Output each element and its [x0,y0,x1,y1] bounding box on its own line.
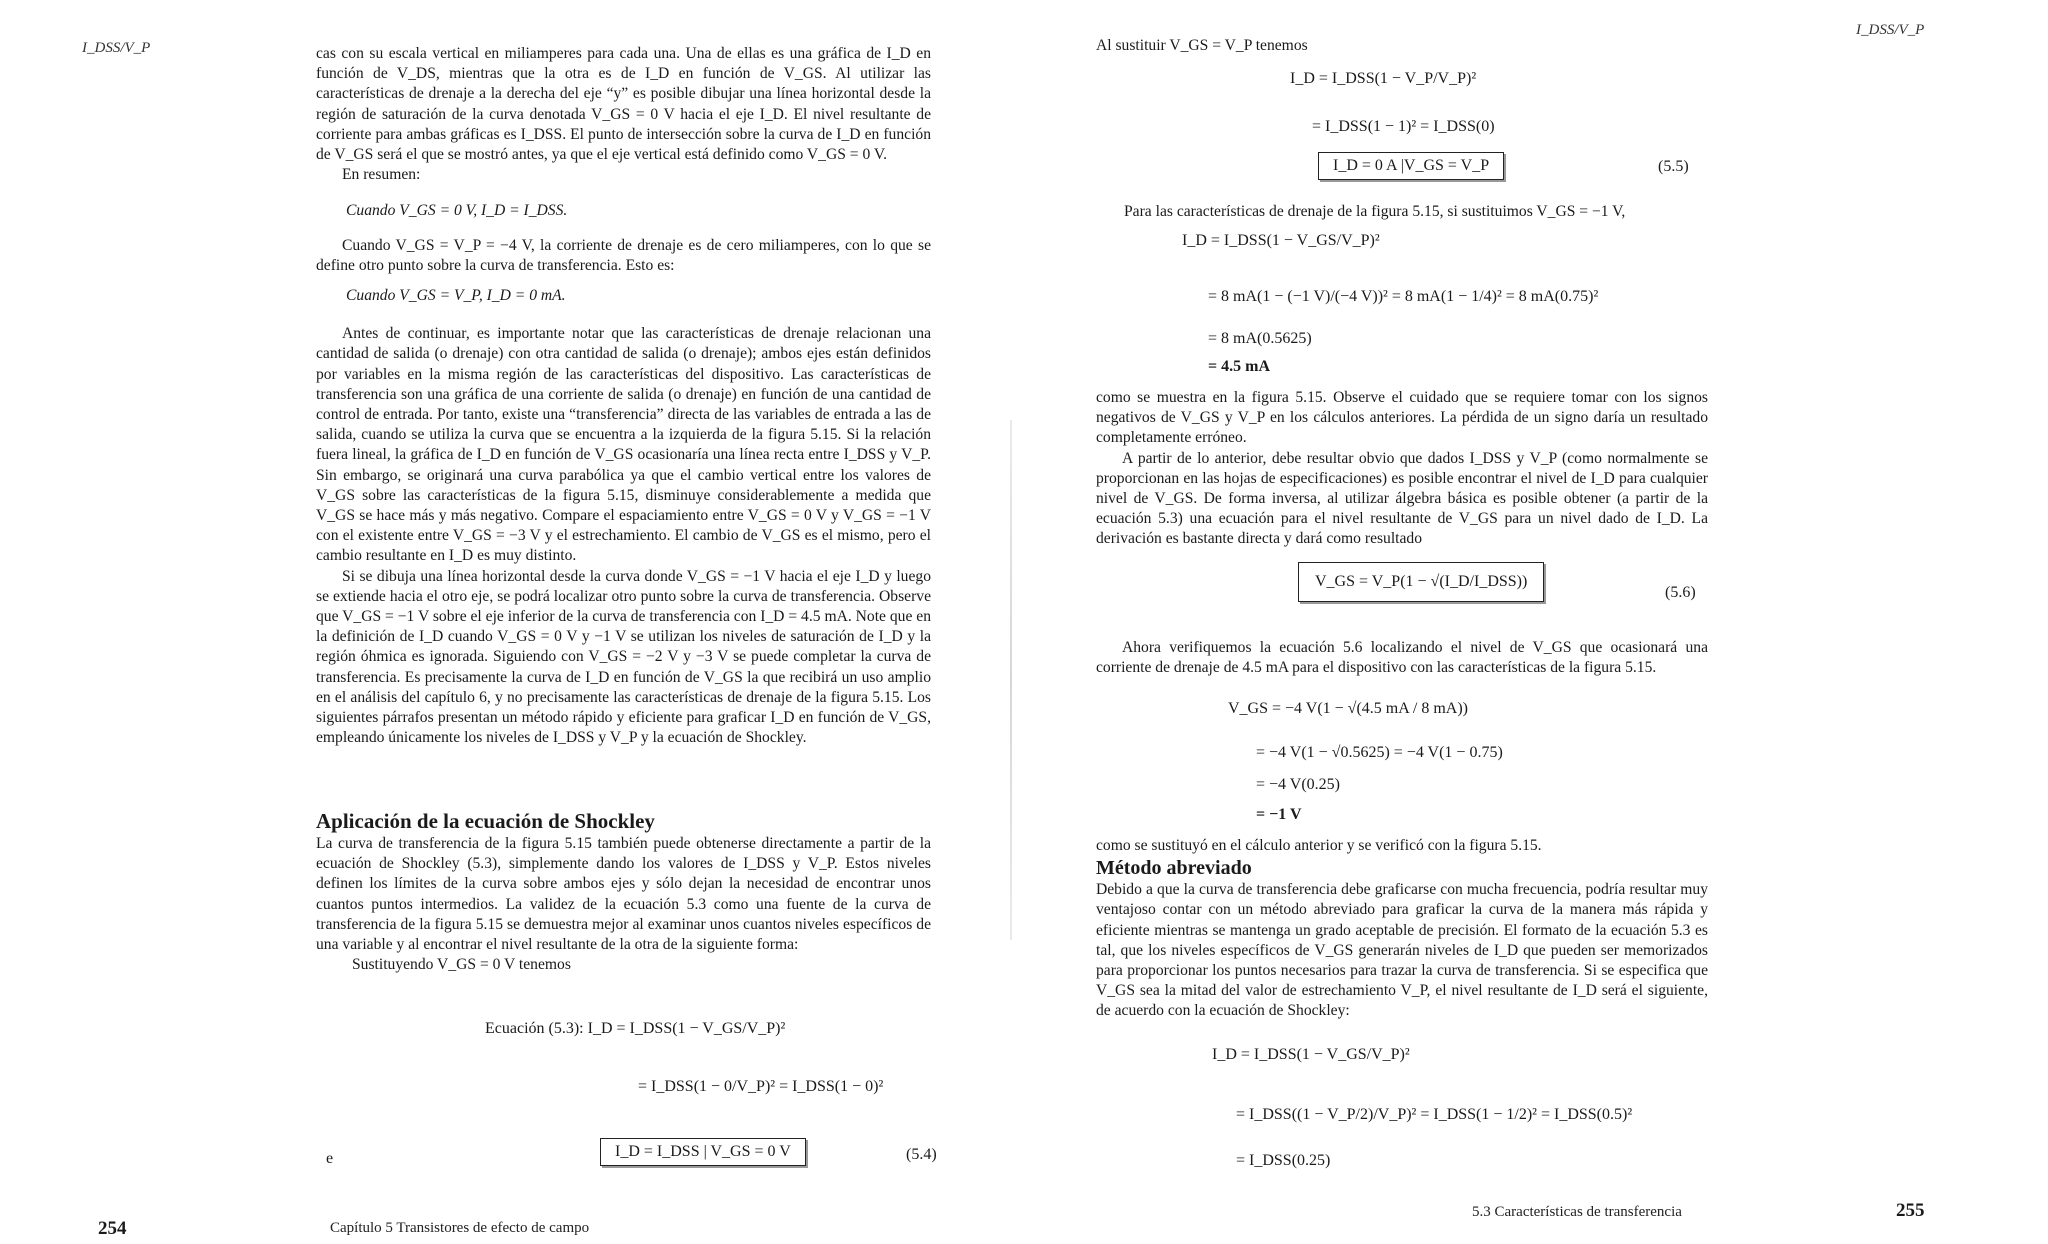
paragraph: Si se dibuja una línea horizontal desde la curva donde V_GS = −1 V hacia el eje I_D y luego se extiende hacia el otro eje, se podrá localizar otro punto sobre la curva de transferencia. Observe que V_GS = −1 V sobre el eje inferior de la curva de transferencia con I_D = 4.5 mA. Note que en la definición de I_D cuando V_GS = 0 V y −1 V se utilizan los niveles de saturación de I_D y la región óhmica es ignorada. Siguiendo con V_GS = −2 V y −3 V se puede completar la curva de transferencia. Es precisamente la curva de I_D en función de V_GS la que recibirá un uso amplio en el análisis del capítulo 6, y no precisamente las características de drenaje de la figura 5.15. Los siguientes párrafos presentan un método rápido y eficiente para graficar I_D en función de V_GS, empleando únicamente los niveles de I_DSS y V_P y la ecuación de Shockley. [316,567,931,747]
page-number-left: 254 [98,1218,127,1239]
equation-line: I_D = I_DSS(1 − V_GS/V_P)² [1212,1046,1410,1063]
boxed-equation-5-4 [600,1138,806,1166]
equation-line: = I_DSS((1 − V_P/2)/V_P)² = I_DSS(1 − 1/2)² = I_DSS(0.5)² [1236,1106,1633,1123]
equation-label: e [326,1150,334,1167]
paragraph: Ahora verifiquemos la ecuación 5.6 localizando el nivel de V_GS que ocasionará una corriente de drenaje de 4.5 mA para el dispositivo con las características de la figura 5.15. [1096,639,1708,677]
paragraph: como se sustituyó en el cálculo anterior y se verificó con la figura 5.15. [1096,837,1542,854]
section-title: Método abreviado [1096,857,1252,880]
equation-line: = I_DSS(0.25) [1236,1152,1331,1169]
paragraph: Cuando V_GS = V_P = −4 V, la corriente de drenaje es de cero miliamperes, con lo que se define otro punto sobre la curva de transferencia. Esto es: [316,236,931,274]
equation-line: = 8 mA(0.5625) [1208,330,1312,347]
paragraph: Antes de continuar, es importante notar que las características de drenaje relacionan una cantidad de salida (o drenaje) con otra cantidad de salida (o drenaje); ambos ejes están definidos por variables en la misma región de las características del dispositivo. Las características de transferencia son una gráfica de una corriente de salida (o drenaje) en función de una cantidad de control de entrada. Por tanto, existe una “transferencia” directa de las variables de entrada a las de salida, cuando se utiliza la curva que se encuentra a la izquierda de la figura 5.15. Si la relación fuera lineal, la gráfica de I_D en función de V_GS ocasionaría una línea recta entre I_DSS y V_P. Sin embargo, se originará una curva parabólica ya que el cambio vertical entre los valores de V_GS sobre las características de la figura 5.15, disminuye considerablemente a medida que V_GS se hace más y más negativo. Compare el espaciamiento entre V_GS = 0 V y V_GS = −1 V con el existente entre V_GS = −3 V y el estrechamiento. El cambio de V_GS es el mismo, pero el cambio resultante en I_D es muy distinto. [316,325,931,565]
left-text-column [316,44,931,749]
footer-right: 5.3 Características de transferencia [1472,1204,1682,1220]
running-head-left: I_DSS/V_P [82,40,151,56]
equation-number: (5.6) [1665,584,1696,601]
section-title: Aplicación de la ecuación de Shockley [316,809,655,833]
paragraph: Debido a que la curva de transferencia debe graficarse con mucha frecuencia, podría resultar muy ventajoso contar con un método abreviado para graficar la curva de la manera más rápida y eficiente mientras se mantenga un grado aceptable de precisión. El formato de la ecuación 5.3 es tal, que los niveles específicos de V_GS generarán niveles de I_D que pueden ser memorizados para proporcionar los puntos necesarios para trazar la curva de transferencia. Si se especifica que V_GS sea la mitad del valor de estrechamiento V_P, el nivel resultante de I_D será el siguiente, de acuerdo con la ecuación de Shockley: [1096,881,1708,1020]
equation-line: I_D = I_DSS(1 − V_GS/V_P)² [1182,232,1380,249]
boxed-equation-5-5 [1318,152,1504,180]
equation-line: = I_DSS(1 − 0/V_P)² = I_DSS(1 − 0)² [638,1078,884,1095]
summary-line: Cuando V_GS = V_P, I_D = 0 mA. [346,287,566,305]
paragraph: Para las características de drenaje de la figura 5.15, si sustituimos V_GS = −1 V, [1124,203,1626,220]
boxed-equation-text: I_D = I_DSS | V_GS = 0 V [600,1138,806,1166]
equation-number: (5.4) [906,1146,937,1163]
equation-line: Ecuación (5.3): I_D = I_DSS(1 − V_GS/V_P)² [485,1020,786,1037]
equation-result: = −1 V [1256,806,1302,823]
equation-number: (5.5) [1658,158,1689,175]
equation-line: = I_DSS(1 − 1)² = I_DSS(0) [1312,118,1495,135]
paragraph: como se muestra en la figura 5.15. Observe el cuidado que se requiere tomar con los signos negativos de V_GS y V_P en los cálculos anteriores. La pérdida de un signo daría un resultado completamente erróneo. [1096,389,1708,447]
equation-line: V_GS = −4 V(1 − √(4.5 mA / 8 mA)) [1228,700,1468,717]
equation-line: I_D = I_DSS(1 − V_P/V_P)² [1290,70,1477,87]
right-page [1012,0,2048,1244]
boxed-equation-5-6 [1298,562,1544,602]
running-head-right: I_DSS/V_P [1856,22,1925,38]
paragraph: cas con su escala vertical en miliamperes para cada una. Una de ellas es una gráfica de I_D en función de V_DS, mientras que la otra es de I_D en función de V_GS. Al utilizar las características de drenaje a la derecha del eje “y” es posible dibujar una línea horizontal desde la región de saturación de la curva denotada V_GS = 0 V hacia el eje I_D. El nivel resultante de corriente para ambas gráficas es I_DSS. El punto de intersección sobre la curva de I_D en función de V_GS será el que se mostró antes, ya que el eje vertical está definido como V_GS = 0 V. [316,45,931,164]
equation-line: = 8 mA(1 − (−1 V)/(−4 V))² = 8 mA(1 − 1/4)² = 8 mA(0.75)² [1208,288,1599,305]
footer-left: Capítulo 5 Transistores de efecto de campo [330,1220,590,1236]
equation-result: = 4.5 mA [1208,358,1270,375]
right-text-block [1096,388,1708,550]
left-section [316,808,931,975]
paragraph: En resumen: [342,166,421,184]
equation-line: = −4 V(1 − √0.5625) = −4 V(1 − 0.75) [1256,744,1503,761]
boxed-equation-text: I_D = 0 A |V_GS = V_P [1318,152,1504,180]
boxed-equation-text: V_GS = V_P(1 − √(I_D/I_DSS)) [1298,562,1544,602]
page-number-right: 255 [1896,1200,1925,1221]
paragraph: Al sustituir V_GS = V_P tenemos [1096,37,1308,54]
paragraph: A partir de lo anterior, debe resultar obvio que dados I_DSS y V_P (como normalmente se proporcionan en las hojas de especificaciones) es posible encontrar el nivel de I_D para cualquier nivel de V_GS. De forma inversa, al utilizar álgebra básica es posible obtener (a partir de la ecuación 5.3) una ecuación para el nivel resultante de V_GS para un nivel dado de I_D. La derivación es bastante directa y dará como resultado [1096,449,1708,548]
right-section [1096,836,1708,1022]
summary-line: Cuando V_GS = 0 V, I_D = I_DSS. [346,202,568,220]
paragraph: Sustituyendo V_GS = 0 V tenemos [352,956,571,974]
left-page [0,0,1012,1244]
equation-line: = −4 V(0.25) [1256,776,1340,793]
paragraph: La curva de transferencia de la figura 5.15 también puede obtenerse directamente a partir de la ecuación de Shockley (5.3), simplemente dando los valores de I_DSS y V_P. Estos niveles definen los límites de la curva sobre ambos ejes y sólo dejan la necesidad de encontrar unos cuantos puntos intermedios. La validez de la ecuación 5.3 como una fuente de la curva de transferencia de la figura 5.15 se demuestra mejor al examinar unos cuantos niveles específicos de una variable y al encontrar el nivel resultante de la otra de la siguiente forma: [316,835,931,954]
